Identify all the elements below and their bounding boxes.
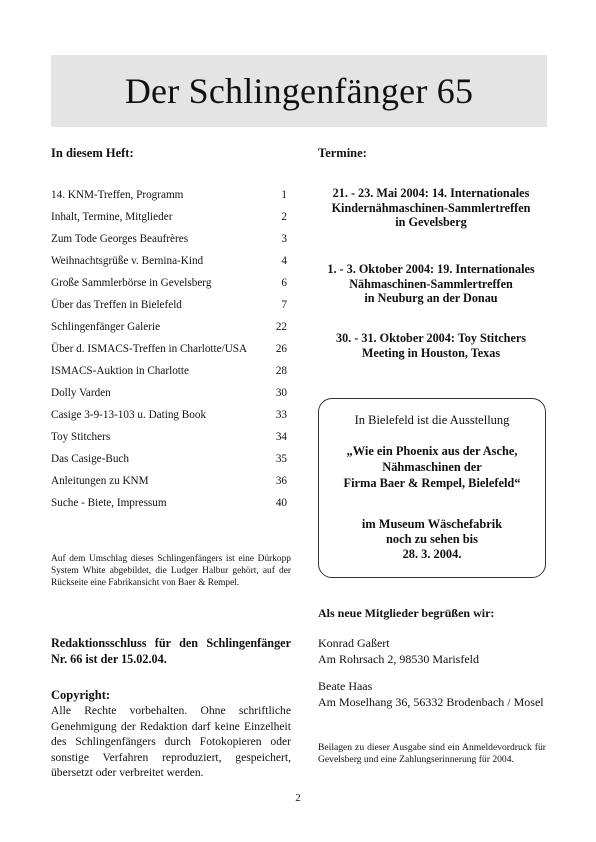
member-address: Am Moselhang 36, 56332 Brodenbach / Mosel [318, 694, 544, 709]
contents-row [51, 208, 287, 230]
contents-label: Dolly Varden [51, 387, 111, 399]
event-location-line: in Gevelsberg [395, 215, 467, 229]
event-title-line: Kindernähmaschinen-Sammlertreffen [331, 200, 531, 215]
contents-row [51, 340, 287, 362]
contents-page-number: 2 [281, 211, 287, 223]
contents-row [51, 186, 287, 208]
contents-label: ISMACS-Auktion in Charlotte [51, 365, 189, 377]
contents-page-number: 30 [275, 387, 287, 399]
event-houston [303, 331, 559, 360]
event-date-line: 30. - 31. Oktober 2004: Toy Stitchers [335, 331, 527, 345]
cover-note: Auf dem Umschlag dieses Schlingenfängers ist eine Dürkopp System White abgebildet, die Ludger Halbur gehört, auf der Rückseite eine Fabrikansicht von Baer & Rempel. [51, 554, 291, 589]
contents-heading: In diesem Heft: [51, 146, 134, 160]
contents-page-number: 1 [281, 189, 287, 201]
contents-label: Das Casige-Buch [51, 453, 129, 465]
event-gevelsberg [303, 186, 559, 230]
contents-page-number: 33 [275, 409, 287, 421]
contents-page-number: 36 [275, 475, 287, 487]
contents-label: Schlingenfänger Galerie [51, 321, 161, 333]
exhibition-box [318, 398, 546, 578]
contents-row [51, 296, 287, 318]
contents-row [51, 274, 287, 296]
event-title-line: Meeting in Houston, Texas [361, 345, 501, 360]
member-name: Konrad Gaßert [318, 636, 390, 650]
contents-label: Casige 3-9-13-103 u. Dating Book [51, 409, 207, 421]
members-heading: Als neue Mitglieder begrüßen wir: [318, 606, 495, 620]
contents-page-number: 26 [275, 343, 287, 355]
exhibition-title-line: „Wie ein Phoenix aus der Asche, [346, 444, 518, 458]
contents-page-number: 4 [281, 255, 287, 267]
contents-page-number: 7 [281, 299, 287, 311]
contents-label: Über das Treffen in Bielefeld [51, 299, 182, 311]
title-banner [51, 55, 547, 127]
event-date-line: 21. - 23. Mai 2004: 14. Internationales [332, 186, 530, 200]
page-number: 2 [295, 792, 301, 804]
contents-row [51, 362, 287, 384]
event-neuburg [303, 262, 559, 306]
contents-row [51, 252, 287, 274]
contents-row [51, 384, 287, 406]
exhibition-title-line: Nähmaschinen der [382, 460, 482, 474]
contents-label: Über d. ISMACS-Treffen in Charlotte/USA [51, 343, 248, 355]
contents-page-number: 28 [275, 365, 287, 377]
contents-page-number: 6 [281, 277, 287, 289]
member-address: Am Rohrsach 2, 98530 Marisfeld [318, 651, 479, 666]
contents-label: Zum Tode Georges Beaufrères [51, 233, 189, 245]
copyright-text: Alle Rechte vorbehalten. Ohne schriftliche Genehmigung der Redaktion darf keine Einzelheit des Schlingenfängers durch Fotokopieren oder sonstige Verfahren reproduziert, gespeichert, übersetzt oder verbreitet werden. [51, 704, 291, 779]
contents-page-number: 35 [275, 453, 287, 465]
enclosures-note: Beilagen zu dieser Ausgabe sind ein Anmeldevordruck für Gevelsberg und eine Zahlungserinnerung für 2004. [318, 742, 546, 766]
member-entry [318, 679, 544, 710]
contents-label: 14. KNM-Treffen, Programm [51, 189, 184, 201]
deadline-note: Redaktionsschluss für den Schlingenfänger Nr. 66 ist der 15.02.04. [51, 636, 291, 666]
contents-row [51, 230, 287, 252]
table-of-contents [51, 186, 287, 516]
contents-label: Anleitungen zu KNM [51, 475, 149, 487]
contents-page-number: 22 [275, 321, 287, 333]
contents-row [51, 406, 287, 428]
contents-row [51, 472, 287, 494]
exhibition-title [319, 443, 545, 491]
event-date-line: 1. - 3. Oktober 2004: 19. Internationales [327, 262, 535, 276]
page-title: Der Schlingenfänger 65 [124, 71, 474, 111]
exhibition-title-line: Firma Baer & Rempel, Bielefeld“ [343, 476, 521, 490]
contents-label: Große Sammlerbörse in Gevelsberg [51, 277, 212, 289]
copyright-heading: Copyright: [51, 688, 111, 702]
exhibition-venue-line: im Museum Wäschefabrik [361, 517, 503, 531]
contents-row [51, 428, 287, 450]
contents-label: Weihnachtsgrüße v. Bernina-Kind [51, 255, 204, 267]
contents-page-number: 40 [275, 497, 287, 509]
exhibition-venue [319, 517, 545, 562]
contents-label: Inhalt, Termine, Mitglieder [51, 211, 173, 223]
dates-heading: Termine: [318, 146, 367, 160]
contents-label: Suche - Biete, Impressum [51, 497, 167, 509]
contents-label: Toy Stitchers [51, 431, 111, 443]
contents-row [51, 450, 287, 472]
contents-row [51, 318, 287, 340]
exhibition-intro: In Bielefeld ist die Ausstellung [354, 413, 510, 427]
member-name: Beate Haas [318, 679, 373, 693]
member-entry [318, 636, 479, 667]
event-location-line: in Neuburg an der Donau [364, 291, 498, 305]
contents-page-number: 3 [281, 233, 287, 245]
exhibition-venue-line: 28. 3. 2004. [402, 547, 462, 561]
event-title-line: Nähmaschinen-Sammlertreffen [349, 276, 513, 291]
exhibition-venue-line: noch zu sehen bis [386, 532, 478, 546]
contents-page-number: 34 [275, 431, 287, 443]
contents-row [51, 494, 287, 516]
